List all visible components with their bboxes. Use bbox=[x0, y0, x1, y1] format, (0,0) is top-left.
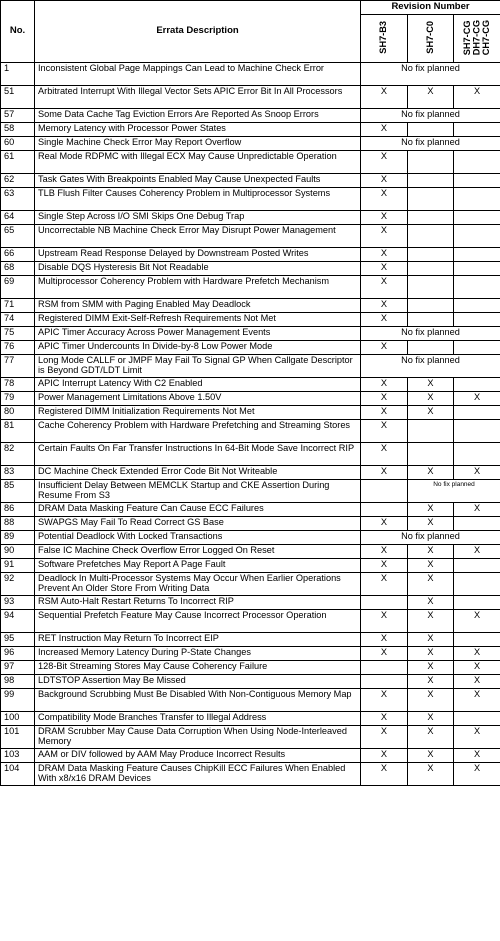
errata-number: 79 bbox=[1, 392, 35, 406]
errata-number: 80 bbox=[1, 406, 35, 420]
table-row bbox=[1, 109, 500, 123]
errata-description: Multiprocessor Coherency Problem with Hardware Prefetch Mechanism bbox=[35, 276, 361, 299]
revision-mark: X bbox=[454, 661, 500, 675]
errata-description: DRAM Data Masking Feature Can Cause ECC Failures bbox=[35, 503, 361, 517]
revision-mark: X bbox=[361, 276, 408, 299]
header-description: Errata Description bbox=[35, 1, 361, 63]
errata-description: RET Instruction May Return To Incorrect EIP bbox=[35, 633, 361, 647]
revision-mark: X bbox=[361, 726, 408, 749]
errata-number: 101 bbox=[1, 726, 35, 749]
table-row bbox=[1, 137, 500, 151]
revision-mark bbox=[454, 248, 500, 262]
revision-mark: X bbox=[408, 392, 454, 406]
revision-mark: X bbox=[454, 647, 500, 661]
revision-mark: X bbox=[408, 86, 454, 109]
table-row bbox=[1, 531, 500, 545]
revision-mark: X bbox=[361, 406, 408, 420]
revision-mark bbox=[454, 378, 500, 392]
revision-mark: X bbox=[408, 661, 454, 675]
errata-number: 51 bbox=[1, 86, 35, 109]
revision-mark: X bbox=[361, 647, 408, 661]
revision-mark: X bbox=[361, 443, 408, 466]
table-row bbox=[1, 392, 500, 406]
revision-mark: X bbox=[408, 545, 454, 559]
revision-mark: X bbox=[408, 726, 454, 749]
revision-mark bbox=[408, 211, 454, 225]
revision-mark: X bbox=[361, 341, 408, 355]
errata-number: 103 bbox=[1, 749, 35, 763]
revision-mark bbox=[454, 276, 500, 299]
revision-mark bbox=[454, 188, 500, 211]
table-row bbox=[1, 63, 500, 86]
errata-body bbox=[1, 63, 500, 786]
revision-mark: X bbox=[361, 225, 408, 248]
revision-mark bbox=[408, 262, 454, 276]
revision-mark bbox=[454, 596, 500, 610]
revision-mark bbox=[454, 406, 500, 420]
revision-mark bbox=[454, 151, 500, 174]
errata-number: 63 bbox=[1, 188, 35, 211]
revision-mark bbox=[408, 188, 454, 211]
errata-number: 100 bbox=[1, 712, 35, 726]
revision-mark bbox=[408, 443, 454, 466]
errata-description: SWAPGS May Fail To Read Correct GS Base bbox=[35, 517, 361, 531]
revision-mark bbox=[454, 573, 500, 596]
table-row bbox=[1, 299, 500, 313]
errata-number: 88 bbox=[1, 517, 35, 531]
errata-number: 75 bbox=[1, 327, 35, 341]
table-row bbox=[1, 675, 500, 689]
revision-mark: X bbox=[408, 610, 454, 633]
revision-mark bbox=[361, 480, 408, 503]
revision-mark: X bbox=[454, 610, 500, 633]
revision-mark: X bbox=[361, 151, 408, 174]
revision-mark: X bbox=[408, 466, 454, 480]
revision-mark bbox=[361, 675, 408, 689]
errata-description: RSM Auto-Halt Restart Returns To Incorrect RIP bbox=[35, 596, 361, 610]
errata-number: 61 bbox=[1, 151, 35, 174]
revision-mark bbox=[454, 341, 500, 355]
errata-number: 1 bbox=[1, 63, 35, 86]
errata-number: 98 bbox=[1, 675, 35, 689]
table-row bbox=[1, 355, 500, 378]
revision-mark bbox=[454, 123, 500, 137]
revision-mark: X bbox=[408, 689, 454, 712]
revision-mark: X bbox=[361, 420, 408, 443]
errata-number: 99 bbox=[1, 689, 35, 712]
errata-description: TLB Flush Filter Causes Coherency Problem in Multiprocessor Systems bbox=[35, 188, 361, 211]
revision-mark: X bbox=[361, 763, 408, 786]
errata-number: 83 bbox=[1, 466, 35, 480]
errata-description: DRAM Scrubber May Cause Data Corruption When Using Node-Interleaved Memory bbox=[35, 726, 361, 749]
revision-mark bbox=[408, 420, 454, 443]
errata-number: 104 bbox=[1, 763, 35, 786]
errata-description: Single Step Across I/O SMI Skips One Debug Trap bbox=[35, 211, 361, 225]
errata-description: APIC Timer Accuracy Across Power Management Events bbox=[35, 327, 361, 341]
revision-mark bbox=[454, 299, 500, 313]
revision-mark: X bbox=[361, 749, 408, 763]
errata-number: 89 bbox=[1, 531, 35, 545]
table-row bbox=[1, 633, 500, 647]
revision-mark: X bbox=[361, 211, 408, 225]
errata-description: DRAM Data Masking Feature Causes ChipKill ECC Failures When Enabled With x8/x16 DRAM Devices bbox=[35, 763, 361, 786]
revision-mark: X bbox=[361, 123, 408, 137]
revision-mark: X bbox=[408, 406, 454, 420]
revision-mark: X bbox=[361, 392, 408, 406]
errata-number: 97 bbox=[1, 661, 35, 675]
header-no: No. bbox=[1, 1, 35, 63]
table-row bbox=[1, 341, 500, 355]
errata-description: DC Machine Check Extended Error Code Bit Not Writeable bbox=[35, 466, 361, 480]
table-row bbox=[1, 123, 500, 137]
revision-mark: X bbox=[361, 248, 408, 262]
revision-mark bbox=[408, 248, 454, 262]
table-row bbox=[1, 726, 500, 749]
table-row bbox=[1, 262, 500, 276]
no-fix-planned: No fix planned bbox=[361, 531, 500, 545]
revision-mark bbox=[408, 276, 454, 299]
revision-mark: X bbox=[361, 299, 408, 313]
errata-number: 93 bbox=[1, 596, 35, 610]
revision-mark: X bbox=[408, 596, 454, 610]
table-row bbox=[1, 420, 500, 443]
table-row bbox=[1, 225, 500, 248]
table-row bbox=[1, 406, 500, 420]
errata-description: Single Machine Check Error May Report Overflow bbox=[35, 137, 361, 151]
revision-mark bbox=[454, 420, 500, 443]
errata-description: Memory Latency with Processor Power States bbox=[35, 123, 361, 137]
errata-description: APIC Interrupt Latency With C2 Enabled bbox=[35, 378, 361, 392]
errata-description: Compatibility Mode Branches Transfer to Illegal Address bbox=[35, 712, 361, 726]
table-row bbox=[1, 151, 500, 174]
errata-description: RSM from SMM with Paging Enabled May Deadlock bbox=[35, 299, 361, 313]
table-row bbox=[1, 689, 500, 712]
revision-mark: X bbox=[408, 749, 454, 763]
revision-mark bbox=[408, 123, 454, 137]
revision-mark bbox=[454, 633, 500, 647]
revision-mark: X bbox=[408, 763, 454, 786]
errata-description: False IC Machine Check Overflow Error Logged On Reset bbox=[35, 545, 361, 559]
errata-number: 95 bbox=[1, 633, 35, 647]
errata-number: 92 bbox=[1, 573, 35, 596]
revision-mark: X bbox=[454, 763, 500, 786]
revision-mark bbox=[361, 503, 408, 517]
errata-description: Certain Faults On Far Transfer Instructions In 64-Bit Mode Save Incorrect RIP bbox=[35, 443, 361, 466]
revision-mark bbox=[408, 151, 454, 174]
errata-number: 71 bbox=[1, 299, 35, 313]
errata-number: 66 bbox=[1, 248, 35, 262]
revision-mark bbox=[454, 517, 500, 531]
revision-mark: X bbox=[408, 378, 454, 392]
table-row bbox=[1, 647, 500, 661]
errata-description: Task Gates With Breakpoints Enabled May Cause Unexpected Faults bbox=[35, 174, 361, 188]
revision-mark: X bbox=[454, 689, 500, 712]
errata-number: 60 bbox=[1, 137, 35, 151]
revision-mark bbox=[454, 225, 500, 248]
errata-number: 91 bbox=[1, 559, 35, 573]
header-revision-number: Revision Number bbox=[361, 1, 500, 15]
errata-description: Disable DQS Hysteresis Bit Not Readable bbox=[35, 262, 361, 276]
errata-description: Some Data Cache Tag Eviction Errors Are Reported As Snoop Errors bbox=[35, 109, 361, 123]
errata-description: Real Mode RDPMC with Illegal ECX May Cause Unpredictable Operation bbox=[35, 151, 361, 174]
revision-mark bbox=[408, 225, 454, 248]
table-row bbox=[1, 327, 500, 341]
table-row bbox=[1, 545, 500, 559]
table-row bbox=[1, 174, 500, 188]
table-row bbox=[1, 596, 500, 610]
revision-mark bbox=[408, 313, 454, 327]
errata-description: Software Prefetches May Report A Page Fault bbox=[35, 559, 361, 573]
revision-mark bbox=[454, 211, 500, 225]
table-row bbox=[1, 559, 500, 573]
revision-mark: X bbox=[361, 86, 408, 109]
errata-description: Deadlock In Multi-Processor Systems May Occur When Earlier Operations Prevent An Older Store From Writing Data bbox=[35, 573, 361, 596]
table-row bbox=[1, 573, 500, 596]
errata-number: 77 bbox=[1, 355, 35, 378]
revision-mark: X bbox=[408, 633, 454, 647]
revision-mark bbox=[454, 313, 500, 327]
table-row bbox=[1, 313, 500, 327]
revision-mark: X bbox=[408, 503, 454, 517]
errata-description: Background Scrubbing Must Be Disabled With Non-Contiguous Memory Map bbox=[35, 689, 361, 712]
errata-description: 128-Bit Streaming Stores May Cause Coherency Failure bbox=[35, 661, 361, 675]
table-row bbox=[1, 248, 500, 262]
table-row bbox=[1, 211, 500, 225]
errata-description: Uncorrectable NB Machine Check Error May Disrupt Power Management bbox=[35, 225, 361, 248]
errata-number: 69 bbox=[1, 276, 35, 299]
revision-mark: X bbox=[454, 726, 500, 749]
revision-mark: X bbox=[361, 689, 408, 712]
revision-mark: X bbox=[361, 378, 408, 392]
revision-mark: X bbox=[361, 313, 408, 327]
errata-description: Cache Coherency Problem with Hardware Prefetching and Streaming Stores bbox=[35, 420, 361, 443]
errata-description: Insufficient Delay Between MEMCLK Startup and CKE Assertion During Resume From S3 bbox=[35, 480, 361, 503]
revision-mark: X bbox=[361, 573, 408, 596]
revision-mark bbox=[454, 174, 500, 188]
errata-description: Registered DIMM Initialization Requirements Not Met bbox=[35, 406, 361, 420]
no-fix-planned: No fix planned bbox=[361, 137, 500, 151]
errata-number: 74 bbox=[1, 313, 35, 327]
errata-number: 86 bbox=[1, 503, 35, 517]
table-row bbox=[1, 749, 500, 763]
revision-mark: X bbox=[361, 633, 408, 647]
revision-mark: X bbox=[361, 262, 408, 276]
errata-number: 62 bbox=[1, 174, 35, 188]
header-revision-sh7-c0 bbox=[408, 15, 454, 63]
revision-mark: X bbox=[408, 675, 454, 689]
table-row bbox=[1, 712, 500, 726]
revision-label: SH7-B3 bbox=[378, 20, 389, 54]
table-row bbox=[1, 763, 500, 786]
errata-description: APIC Timer Undercounts In Divide-by-8 Low Power Mode bbox=[35, 341, 361, 355]
table-row bbox=[1, 661, 500, 675]
errata-number: 64 bbox=[1, 211, 35, 225]
no-fix-planned: No fix planned bbox=[361, 355, 500, 378]
table-row bbox=[1, 443, 500, 466]
revision-mark bbox=[454, 262, 500, 276]
revision-mark bbox=[408, 341, 454, 355]
table-row bbox=[1, 276, 500, 299]
revision-mark: X bbox=[454, 392, 500, 406]
revision-mark bbox=[454, 559, 500, 573]
revision-mark: X bbox=[361, 559, 408, 573]
errata-description: Potential Deadlock With Locked Transactions bbox=[35, 531, 361, 545]
errata-description: Increased Memory Latency During P-State Changes bbox=[35, 647, 361, 661]
table-row bbox=[1, 517, 500, 531]
no-fix-planned: No fix planned bbox=[361, 327, 500, 341]
table-row bbox=[1, 466, 500, 480]
revision-mark: X bbox=[454, 675, 500, 689]
revision-mark bbox=[361, 596, 408, 610]
revision-mark: X bbox=[361, 545, 408, 559]
errata-number: 68 bbox=[1, 262, 35, 276]
revision-mark bbox=[454, 712, 500, 726]
revision-mark: X bbox=[454, 545, 500, 559]
no-fix-planned: No fix planned bbox=[361, 109, 500, 123]
revision-mark: X bbox=[408, 647, 454, 661]
revision-mark: X bbox=[408, 712, 454, 726]
table-row bbox=[1, 480, 500, 503]
revision-mark: X bbox=[408, 517, 454, 531]
table-row bbox=[1, 188, 500, 211]
revision-mark: X bbox=[361, 466, 408, 480]
header-revision-sh7-b3 bbox=[361, 15, 408, 63]
errata-number: 76 bbox=[1, 341, 35, 355]
revision-mark bbox=[408, 299, 454, 313]
errata-description: Registered DIMM Exit-Self-Refresh Requirements Not Met bbox=[35, 313, 361, 327]
revision-mark: X bbox=[454, 503, 500, 517]
revision-mark: X bbox=[454, 466, 500, 480]
errata-number: 57 bbox=[1, 109, 35, 123]
errata-number: 65 bbox=[1, 225, 35, 248]
errata-description: Sequential Prefetch Feature May Cause Incorrect Processor Operation bbox=[35, 610, 361, 633]
errata-description: Arbitrated Interrupt With Illegal Vector Sets APIC Error Bit In All Processors bbox=[35, 86, 361, 109]
revision-mark: X bbox=[361, 188, 408, 211]
header-revision-sh7-cg bbox=[454, 15, 500, 63]
errata-number: 94 bbox=[1, 610, 35, 633]
revision-label: SH7-CG DH7-CG CH7-CG bbox=[461, 19, 491, 55]
errata-number: 78 bbox=[1, 378, 35, 392]
errata-number: 81 bbox=[1, 420, 35, 443]
errata-description: Power Management Limitations Above 1.50V bbox=[35, 392, 361, 406]
revision-mark: X bbox=[361, 712, 408, 726]
errata-number: 82 bbox=[1, 443, 35, 466]
revision-mark: X bbox=[361, 174, 408, 188]
errata-number: 96 bbox=[1, 647, 35, 661]
revision-mark: X bbox=[408, 573, 454, 596]
revision-label: SH7-C0 bbox=[424, 20, 435, 54]
revision-mark: X bbox=[454, 749, 500, 763]
errata-number: 58 bbox=[1, 123, 35, 137]
table-row bbox=[1, 610, 500, 633]
table-row bbox=[1, 86, 500, 109]
revision-mark bbox=[408, 174, 454, 188]
revision-mark: X bbox=[408, 559, 454, 573]
revision-mark bbox=[361, 661, 408, 675]
errata-description: Upstream Read Response Delayed by Downstream Posted Writes bbox=[35, 248, 361, 262]
no-fix-planned: No fix planned bbox=[361, 63, 500, 86]
table-row bbox=[1, 503, 500, 517]
errata-number: 85 bbox=[1, 480, 35, 503]
table-row bbox=[1, 378, 500, 392]
errata-number: 90 bbox=[1, 545, 35, 559]
errata-description: AAM or DIV followed by AAM May Produce Incorrect Results bbox=[35, 749, 361, 763]
errata-description: Long Mode CALLF or JMPF May Fail To Signal GP When Callgate Descriptor is Beyond GDT/LDT Limit bbox=[35, 355, 361, 378]
revision-mark bbox=[454, 443, 500, 466]
no-fix-planned: No fix planned bbox=[408, 480, 500, 503]
revision-mark: X bbox=[454, 86, 500, 109]
revision-mark: X bbox=[361, 610, 408, 633]
revision-mark: X bbox=[361, 517, 408, 531]
errata-description: LDTSTOP Assertion May Be Missed bbox=[35, 675, 361, 689]
errata-description: Inconsistent Global Page Mappings Can Lead to Machine Check Error bbox=[35, 63, 361, 86]
